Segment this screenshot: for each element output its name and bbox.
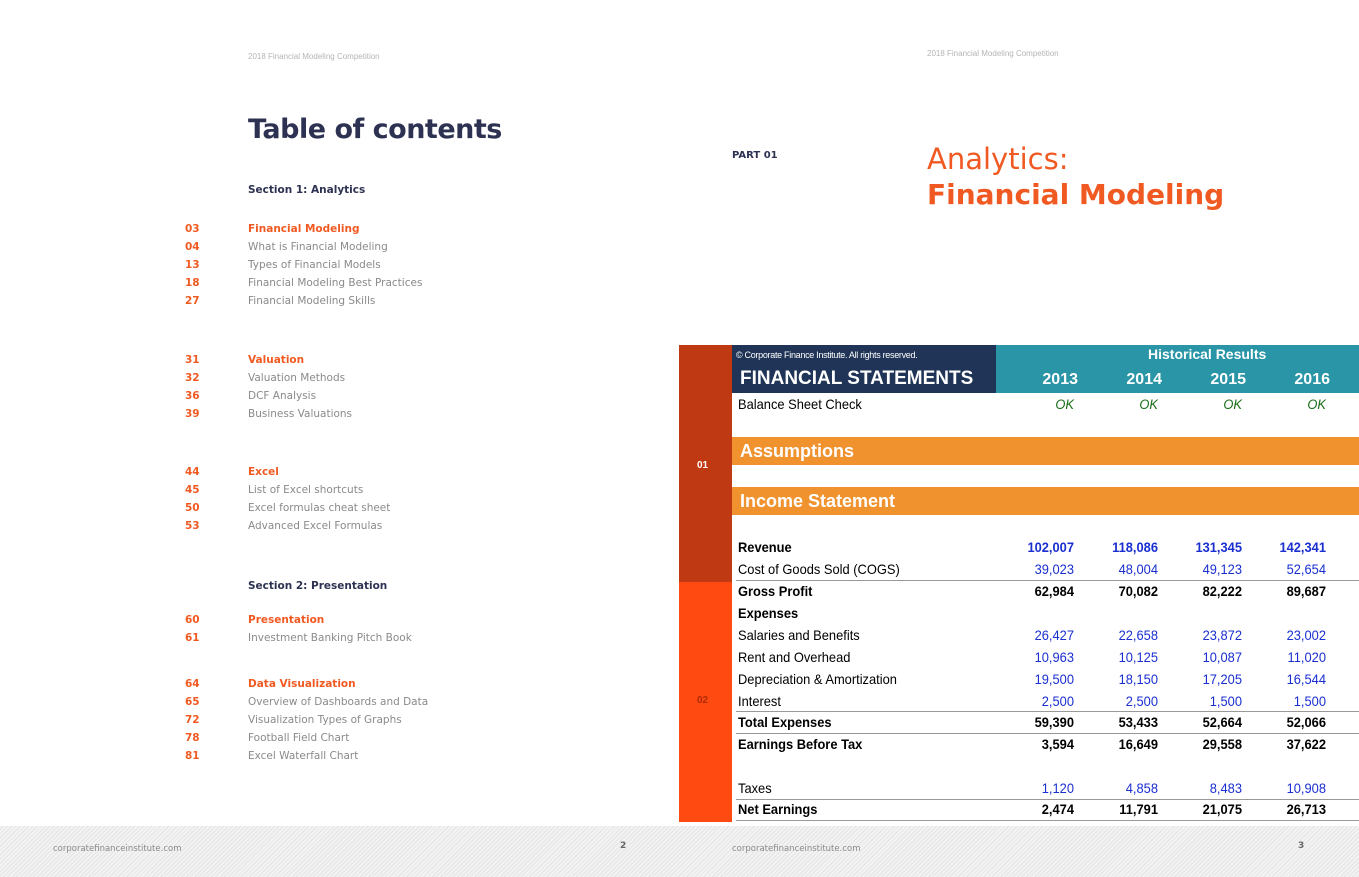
row-value-2015: 52,664 (1202, 714, 1242, 730)
right-page-number: 3 (1298, 841, 1305, 851)
toc-page-number: 27 (185, 295, 200, 307)
row-label: Gross Profit (738, 583, 813, 599)
row-label: Earnings Before Tax (738, 736, 863, 752)
toc-page-number: 32 (185, 372, 200, 384)
row-value-2015: 10,087 (1202, 649, 1242, 665)
row-value-2014: 22,658 (1118, 627, 1158, 643)
row-value-2013: 39,023 (1034, 561, 1074, 577)
toc-entry[interactable] (0, 678, 600, 696)
row-value-2013: 2,474 (1041, 801, 1074, 817)
toc-entry-label: Business Valuations (248, 408, 353, 420)
toc-page-number: 44 (185, 466, 200, 478)
row-value-2015: 8,483 (1209, 780, 1242, 796)
row-value-2013: 3,594 (1041, 736, 1074, 752)
row-value-2013: 59,390 (1034, 714, 1074, 730)
toc-entry-label: Valuation Methods (248, 372, 346, 384)
balance-check-2013: OK (1055, 396, 1074, 412)
footer-band (0, 826, 1359, 877)
toc-entry[interactable] (0, 696, 600, 714)
row-value-2014: 70,082 (1118, 583, 1158, 599)
chapter-title-line1: Analytics: (927, 142, 1069, 176)
toc-chapter-heading: Valuation (248, 354, 305, 366)
row-label: Net Earnings (738, 801, 818, 817)
row-value-2016: 10,908 (1286, 780, 1326, 796)
section-1-heading: Section 1: Analytics (248, 184, 366, 196)
toc-entry-label: Excel formulas cheat sheet (248, 502, 391, 514)
toc-entry-label: Financial Modeling Best Practices (248, 277, 423, 289)
row-label: Expenses (738, 605, 799, 621)
row-label: Depreciation & Amortization (738, 671, 897, 687)
toc-chapter-heading: Data Visualization (248, 678, 356, 690)
row-value-2013: 102,007 (1027, 539, 1074, 555)
left-page-number: 2 (620, 841, 627, 851)
row-value-2013: 26,427 (1034, 627, 1074, 643)
row-value-2014: 118,086 (1112, 539, 1158, 555)
row-label: Revenue (738, 539, 792, 555)
row-value-2015: 49,123 (1202, 561, 1242, 577)
row-label: Rent and Overhead (738, 649, 851, 665)
toc-page-number: 36 (185, 390, 200, 402)
row-value-2014: 2,500 (1125, 693, 1158, 709)
toc-page-number: 64 (185, 678, 200, 690)
toc-page-number: 53 (185, 520, 200, 532)
row-value-2014: 53,433 (1118, 714, 1158, 730)
toc-page-number: 04 (185, 241, 200, 253)
toc-entry-label: Types of Financial Models (248, 259, 381, 271)
row-value-2014: 11,791 (1119, 801, 1158, 817)
toc-page-number: 50 (185, 502, 200, 514)
chapter-title-line2: Financial Modeling (927, 178, 1225, 211)
year-2016: 2016 (1294, 371, 1330, 388)
row-divider (736, 820, 1359, 821)
toc-entry-label: Excel Waterfall Chart (248, 750, 359, 762)
toc-entry[interactable] (0, 372, 600, 390)
toc-page-number: 78 (185, 732, 200, 744)
toc-entry[interactable] (0, 390, 600, 408)
toc-chapter-heading: Excel (248, 466, 279, 478)
row-value-2014: 16,649 (1118, 736, 1158, 752)
sheet-copyright: © Corporate Finance Institute. All rights reserved. (736, 350, 918, 360)
toc-entry-label: Football Field Chart (248, 732, 350, 744)
row-value-2016: 16,544 (1286, 671, 1326, 687)
row-value-2016: 52,066 (1286, 714, 1326, 730)
toc-entry[interactable] (0, 502, 600, 520)
toc-page-number: 18 (185, 277, 200, 289)
row-value-2014: 10,125 (1118, 649, 1158, 665)
toc-entry[interactable] (0, 614, 600, 632)
toc-entry-label: Advanced Excel Formulas (248, 520, 383, 532)
historical-results-label: Historical Results (1148, 346, 1267, 362)
row-label: Taxes (738, 780, 772, 796)
row-value-2016: 11,020 (1287, 649, 1326, 665)
toc-entry[interactable] (0, 484, 600, 502)
row-value-2015: 17,205 (1202, 671, 1242, 687)
toc-page-number: 61 (185, 632, 200, 644)
toc-entry-label: Visualization Types of Graphs (248, 714, 402, 726)
row-value-2016: 142,341 (1279, 539, 1326, 555)
row-value-2013: 19,500 (1034, 671, 1074, 687)
toc-entry-label: What is Financial Modeling (248, 241, 388, 253)
toc-entry[interactable] (0, 466, 600, 484)
toc-entry[interactable] (0, 277, 600, 295)
toc-entry[interactable] (0, 295, 600, 313)
part-label: PART 01 (732, 150, 778, 161)
row-value-2016: 26,713 (1286, 801, 1326, 817)
row-value-2016: 23,002 (1286, 627, 1326, 643)
row-value-2013: 2,500 (1041, 693, 1074, 709)
row-value-2013: 10,963 (1034, 649, 1074, 665)
row-value-2014: 4,858 (1125, 780, 1158, 796)
toc-entry[interactable] (0, 259, 600, 277)
year-2015: 2015 (1210, 371, 1246, 388)
toc-page-number: 39 (185, 408, 200, 420)
row-divider (736, 799, 1359, 800)
right-footer-url: corporatefinanceinstitute.com (732, 844, 861, 854)
balance-check-label: Balance Sheet Check (738, 396, 862, 412)
toc-entry-label: List of Excel shortcuts (248, 484, 364, 496)
row-label: Cost of Goods Sold (COGS) (738, 561, 900, 577)
balance-check-2014: OK (1139, 396, 1158, 412)
row-value-2015: 23,872 (1202, 627, 1242, 643)
row-value-2015: 131,345 (1195, 539, 1242, 555)
sheet-title: FINANCIAL STATEMENTS (740, 368, 974, 389)
toc-entry[interactable] (0, 408, 600, 426)
row-value-2013: 62,984 (1034, 583, 1074, 599)
toc-page-number: 31 (185, 354, 200, 366)
band-02-label: 02 (697, 695, 709, 706)
left-page-header: 2018 Financial Modeling Competition (248, 52, 380, 61)
income-statement-label: Income Statement (740, 491, 896, 511)
toc-entry[interactable] (0, 750, 600, 768)
balance-check-2016: OK (1307, 396, 1326, 412)
toc-entry-label: Financial Modeling Skills (248, 295, 376, 307)
toc-entry-label: DCF Analysis (248, 390, 317, 402)
left-footer-url: corporatefinanceinstitute.com (53, 844, 182, 854)
toc-entry[interactable] (0, 354, 600, 372)
toc-entry-label: Overview of Dashboards and Data (248, 696, 429, 708)
row-label: Total Expenses (738, 714, 832, 730)
assumptions-label: Assumptions (740, 441, 855, 461)
row-value-2015: 29,558 (1202, 736, 1242, 752)
row-value-2013: 1,120 (1041, 780, 1074, 796)
balance-check-2015: OK (1223, 396, 1242, 412)
toc-entry[interactable] (0, 732, 600, 750)
toc-entry[interactable] (0, 520, 600, 538)
toc-page-number: 03 (185, 223, 200, 235)
row-value-2014: 18,150 (1118, 671, 1158, 687)
toc-page-number: 45 (185, 484, 200, 496)
row-label: Interest (738, 693, 781, 709)
row-label: Salaries and Benefits (738, 627, 860, 643)
row-value-2015: 1,500 (1209, 693, 1242, 709)
row-value-2015: 82,222 (1202, 583, 1242, 599)
row-value-2016: 37,622 (1286, 736, 1326, 752)
right-page-header: 2018 Financial Modeling Competition (927, 49, 1059, 58)
band-01-label: 01 (697, 460, 709, 471)
year-2014: 2014 (1126, 371, 1162, 388)
toc-entry[interactable] (0, 223, 600, 241)
year-2013: 2013 (1042, 371, 1078, 388)
row-divider (736, 580, 1359, 581)
toc-entry[interactable] (0, 241, 600, 259)
toc-page-number: 81 (185, 750, 200, 762)
row-divider (736, 711, 1359, 712)
row-value-2015: 21,075 (1202, 801, 1242, 817)
toc-title: Table of contents (248, 114, 502, 145)
toc-page-number: 72 (185, 714, 200, 726)
toc-page-number: 65 (185, 696, 200, 708)
section-2-heading: Section 2: Presentation (248, 580, 388, 592)
row-value-2014: 48,004 (1118, 561, 1158, 577)
toc-chapter-heading: Presentation (248, 614, 325, 626)
toc-chapter-heading: Financial Modeling (248, 223, 360, 235)
toc-page-number: 13 (185, 259, 200, 271)
toc-entry-label: Investment Banking Pitch Book (248, 632, 412, 644)
toc-entry[interactable] (0, 632, 600, 650)
toc-entry[interactable] (0, 714, 600, 732)
row-value-2016: 1,500 (1293, 693, 1326, 709)
row-value-2016: 89,687 (1286, 583, 1326, 599)
row-divider (736, 733, 1359, 734)
row-value-2016: 52,654 (1286, 561, 1326, 577)
toc-page-number: 60 (185, 614, 200, 626)
